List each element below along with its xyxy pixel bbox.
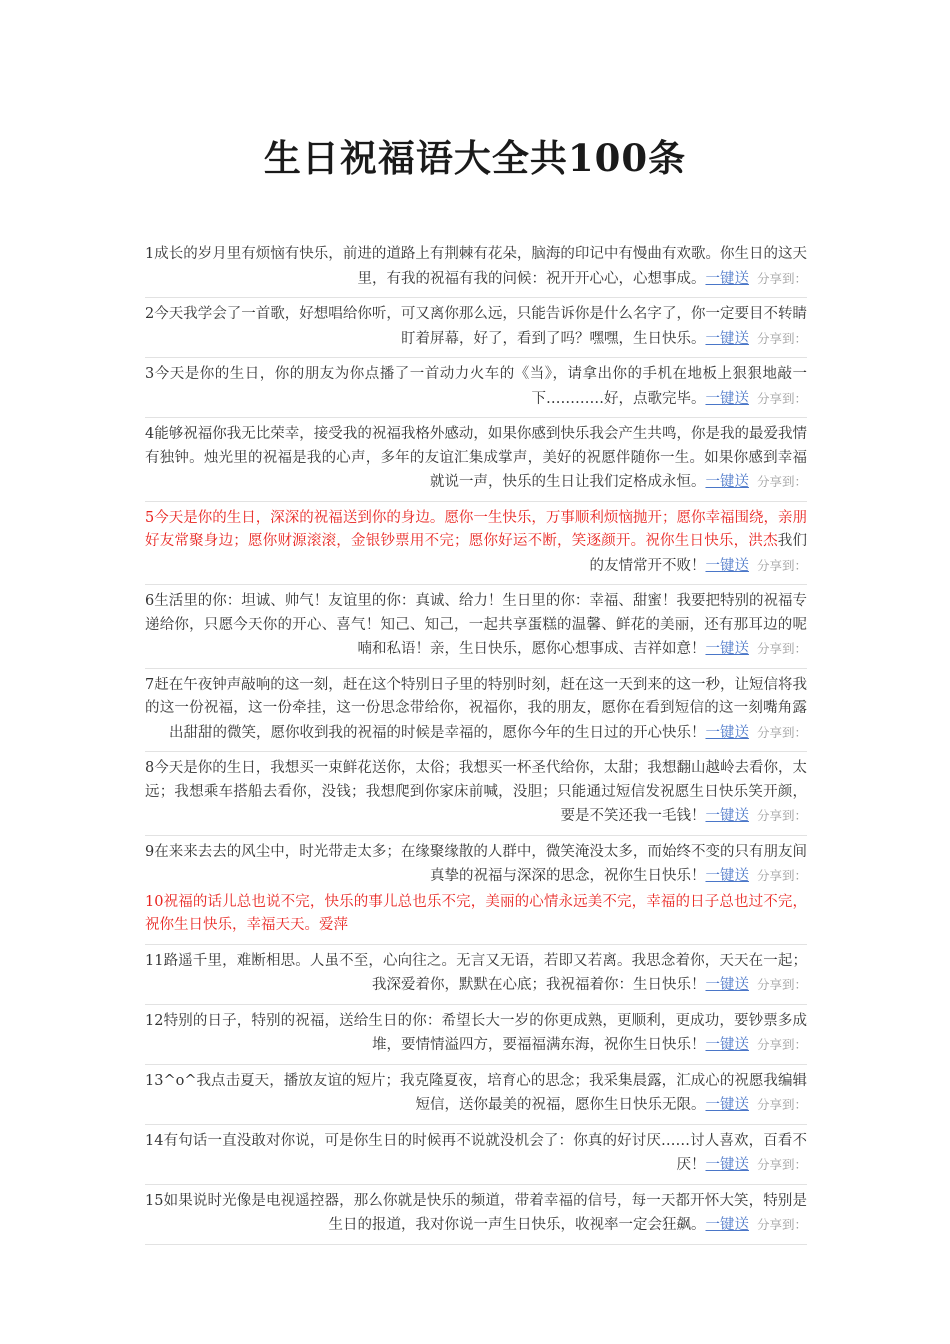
- share-label[interactable]: 分享到：: [756, 641, 807, 656]
- entry-number: 12: [145, 1012, 164, 1029]
- entry-number: 11: [145, 952, 164, 969]
- list-item: [145, 1190, 807, 1245]
- list-item: [145, 757, 807, 836]
- list-item: [145, 1130, 807, 1185]
- send-link[interactable]: 一键送: [705, 808, 749, 824]
- list-item: [145, 243, 807, 298]
- list-item: [145, 507, 807, 586]
- entry-number: 5: [145, 509, 155, 526]
- entry-number: 3: [145, 366, 155, 382]
- send-link[interactable]: 一键送: [705, 977, 749, 993]
- blessing-list: [145, 243, 807, 1250]
- send-link[interactable]: 一键送: [705, 270, 749, 287]
- share-label[interactable]: 分享到：: [756, 557, 807, 573]
- share-label[interactable]: 分享到：: [756, 390, 807, 406]
- share-label[interactable]: 分享到：: [756, 330, 807, 346]
- send-link[interactable]: 一键送: [705, 1097, 749, 1113]
- share-label[interactable]: 分享到：: [756, 808, 807, 823]
- entry-text: 我们的友情常开不败！: [589, 533, 807, 574]
- list-item: [145, 674, 807, 753]
- share-label[interactable]: 分享到：: [756, 1097, 807, 1112]
- send-link[interactable]: 一键送: [705, 474, 749, 490]
- entry-text: 生活里的你：坦诚、帅气！友谊里的你：真诚、给力！生日里的你：幸福、甜蜜！我要把特别的祝福专递给你，只愿今天你的开心、喜气！知己、知己，一起共享蛋糕的温馨、鲜花的美丽，还有那耳边的呢喃和私语！亲，生日快乐，愿你心想事成、吉祥如意！: [145, 593, 807, 657]
- entry-number: 8: [145, 760, 155, 776]
- entry-number: 15: [145, 1192, 164, 1209]
- send-link[interactable]: 一键送: [705, 1157, 749, 1173]
- list-item: [145, 1070, 807, 1125]
- list-item: [145, 950, 807, 1005]
- share-label[interactable]: 分享到：: [756, 724, 807, 740]
- share-label[interactable]: 分享到：: [756, 977, 807, 992]
- entry-highlight-text: 祝福的话儿总也说不完，快乐的事儿总也乐不完，美丽的心情永远美不完，幸福的日子总也过不完，祝你生日快乐，幸福天天。爱萍: [145, 893, 807, 933]
- entry-text: 如果说时光像是电视遥控器，那么你就是快乐的频道，带着幸福的信号，每一天都开怀大笑，特别是生日的报道，我对你说一声生日快乐，收视率一定会狂飙。: [163, 1192, 807, 1233]
- entry-number: 14: [145, 1132, 164, 1149]
- share-label[interactable]: 分享到：: [756, 1217, 807, 1232]
- entry-text: 特别的日子，特别的祝福，送给生日的你：希望长大一岁的你更成熟，更顺利，更成功，要钞票多成堆，要情情溢四方，要福福满东海，祝你生日快乐！: [163, 1012, 807, 1053]
- entry-number: 6: [145, 593, 155, 609]
- entry-number: 1: [145, 246, 155, 262]
- send-link[interactable]: 一键送: [705, 330, 749, 347]
- send-link[interactable]: 一键送: [705, 868, 749, 884]
- send-link[interactable]: 一键送: [705, 557, 749, 574]
- share-label[interactable]: 分享到：: [756, 1037, 807, 1052]
- entry-text: 路遥千里，难断相思。人虽不至，心向往之。无言又无语，若即又若离。我思念着你，天天在一起；我深爱着你，默默在心底；我祝福着你：生日快乐！: [163, 952, 807, 993]
- entry-highlight-text: 今天是你的生日，深深的祝福送到你的身边。愿你一生快乐，万事顺利烦恼抛开；愿你幸福围绕，亲朋好友常聚身边；愿你财源滚滚，金银钞票用不完；愿你好运不断，笑逐颜开。祝你生日快乐，洪杰: [145, 509, 807, 549]
- entry-text: 赶在午夜钟声敲响的这一刻，赶在这个特别日子里的特别时刻，赶在这一天到来的这一秒，让短信将我的这一份祝福，这一份牵挂，这一份思念带给你，祝福你，我的朋友，愿你在看到短信的这一刻嘴角露出甜甜的微笑，愿你收到我的祝福的时候是幸福的，愿你今年的生日过的开心快乐！: [145, 676, 807, 741]
- list-item: [145, 303, 807, 358]
- list-item: [145, 363, 807, 418]
- entry-text: ^o^我点击夏天，播放友谊的短片；我克隆夏夜，培育心的思念；我采集晨露，汇成心的祝愿我编辑短信，送你最美的祝福，愿你生日快乐无限。: [163, 1072, 807, 1113]
- send-link[interactable]: 一键送: [705, 641, 749, 657]
- entry-number: 4: [145, 426, 155, 442]
- entry-text: 有句话一直没敢对你说，可是你生日的时候再不说就没机会了：你真的好讨厌……讨人喜欢，百看不厌！: [163, 1132, 807, 1173]
- entry-number: 13: [145, 1072, 164, 1089]
- share-label[interactable]: 分享到：: [756, 868, 807, 883]
- page-title: 生日祝福语大全共100条: [263, 136, 687, 180]
- send-link[interactable]: 一键送: [705, 1037, 749, 1053]
- share-label[interactable]: 分享到：: [756, 1157, 807, 1172]
- list-item: [145, 423, 807, 502]
- entry-text: 今天是你的生日，我想买一束鲜花送你，太俗；我想买一杯圣代给你，太甜；我想翻山越岭去看你，太远；我想乘车搭船去看你，没钱；我想爬到你家床前喊，没胆；只能通过短信发祝愿生日快乐笑开颜，要是不笑还我一毛钱！: [145, 760, 807, 824]
- entry-number: 7: [145, 676, 155, 693]
- list-item: [145, 1010, 807, 1065]
- list-item: [145, 891, 807, 945]
- entry-number: 9: [145, 843, 155, 860]
- entry-text: 能够祝福你我无比荣幸，接受我的祝福我格外感动，如果你感到快乐我会产生共鸣，你是我的最爱我情有独钟。烛光里的祝福是我的心声，多年的友谊汇集成掌声，美好的祝愿伴随你一生。如果你感到幸福就说一声，快乐的生日让我们定格成永恒。: [145, 426, 807, 490]
- send-link[interactable]: 一键送: [705, 1217, 749, 1233]
- entry-number: 2: [145, 306, 155, 322]
- entry-number: 10: [145, 893, 164, 910]
- share-label[interactable]: 分享到：: [756, 474, 807, 489]
- list-item: [145, 590, 807, 669]
- entry-text: 成长的岁月里有烦恼有快乐，前进的道路上有荆棘有花朵，脑海的印记中有慢曲有欢歌。你生日的这天里，有我的祝福有我的问候：祝开开心心，心想事成。: [154, 246, 807, 287]
- share-label[interactable]: 分享到：: [756, 270, 807, 286]
- entry-text: 今天我学会了一首歌，好想唱给你听，可又离你那么远，只能告诉你是什么名字了，你一定要目不转睛盯着屏幕，好了，看到了吗？嘿嘿，生日快乐。: [154, 306, 807, 347]
- send-link[interactable]: 一键送: [705, 390, 749, 407]
- list-item: [145, 841, 807, 891]
- entry-text: 今天是你的生日，你的朋友为你点播了一首动力火车的《当》，请拿出你的手机在地板上狠狠地敲一下…………好，点歌完毕。: [154, 366, 807, 407]
- entry-text: 在来来去去的风尘中，时光带走太多；在缘聚缘散的人群中，微笑淹没太多，而始终不变的只有朋友间真挚的祝福与深深的思念，祝你生日快乐！: [154, 843, 807, 884]
- send-link[interactable]: 一键送: [705, 724, 749, 741]
